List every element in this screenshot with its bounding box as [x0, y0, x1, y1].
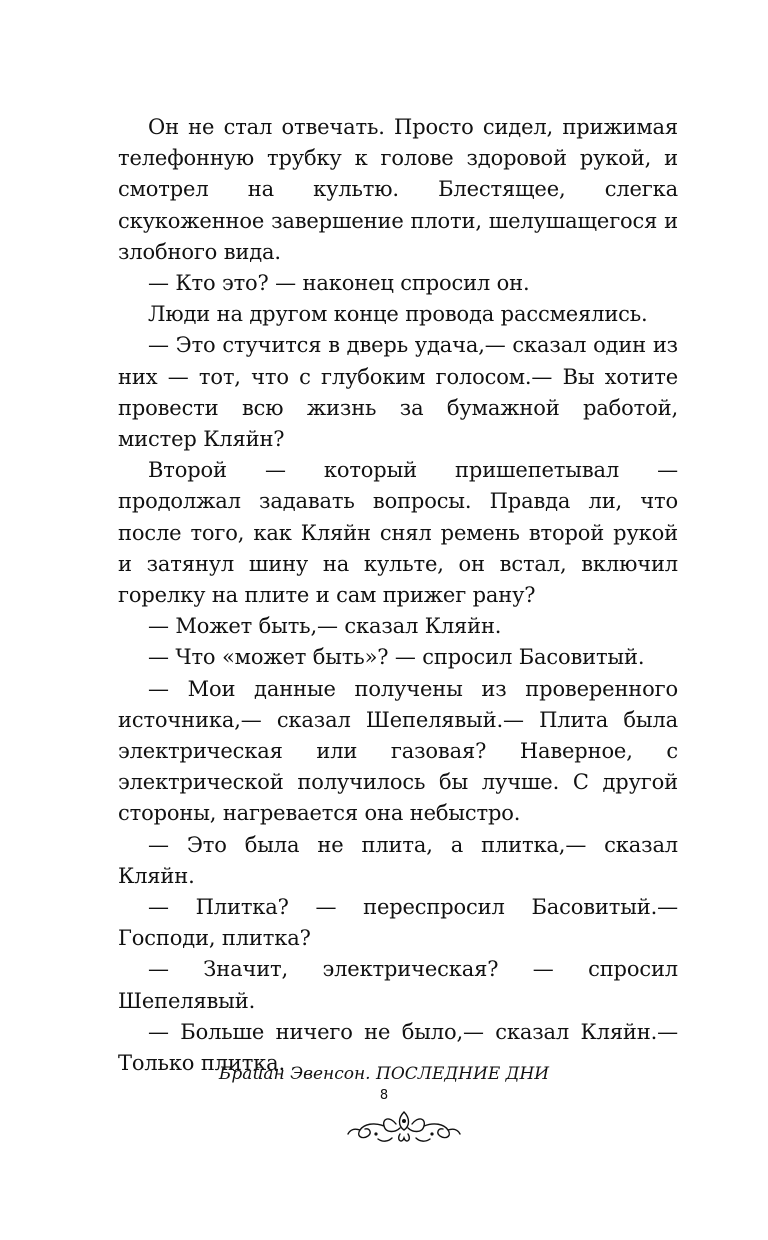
paragraph: — Это была не плита, а плитка,— сказал Кляйн. [118, 832, 678, 888]
paragraph: Он не стал отвечать. Просто сидел, прижимая телефонную трубку к голове здоровой рукой, и смотрел на культю. Блестящее, слегка скукоженное завершение плоти, шелушащегося и злобного вида. [118, 115, 678, 264]
paragraph: Второй — который пришепетывал — продолжал задавать вопросы. Правда ли, что после того, как Кляйн снял ремень второй рукой и затянул шину на культе, он встал, включил горелку на плите и сам прижег рану? [118, 458, 678, 608]
running-footer-title: Брайан Эвенсон. ПОСЛЕДНИЕ ДНИ [218, 1064, 550, 1084]
paragraph: — Значит, электрическая? — спросил Шепелявый. [118, 957, 678, 1013]
decorative-ornament-icon [344, 1104, 464, 1148]
paragraph: — Что «может быть»? — спросил Басовитый. [148, 645, 645, 670]
paragraph: — Кто это? — наконец спросил он. [148, 271, 530, 296]
paragraph: — Плитка? — переспросил Басовитый.— Господи, плитка? [118, 895, 678, 951]
paragraph: — Это стучится в дверь удача,— сказал один из них — тот, что с глубоким голосом.— Вы хотите провести всю жизнь за бумажной работой, мистер Кляйн? [118, 333, 678, 452]
paragraph: — Больше ничего не было,— сказал Кляйн.— Только плитка. [118, 1019, 678, 1076]
body-text [118, 112, 678, 1079]
paragraph: Люди на другом конце провода рассмеялись. [148, 302, 648, 327]
page-number: 8 [379, 1088, 389, 1103]
paragraph: — Мои данные получены из проверенного источника,— сказал Шепелявый.— Плита была электрическая или газовая? Наверное, с электрической получилось бы лучше. С другой стороны, нагревается она небыстро. [118, 676, 678, 826]
paragraph: — Может быть,— сказал Кляйн. [148, 614, 502, 639]
